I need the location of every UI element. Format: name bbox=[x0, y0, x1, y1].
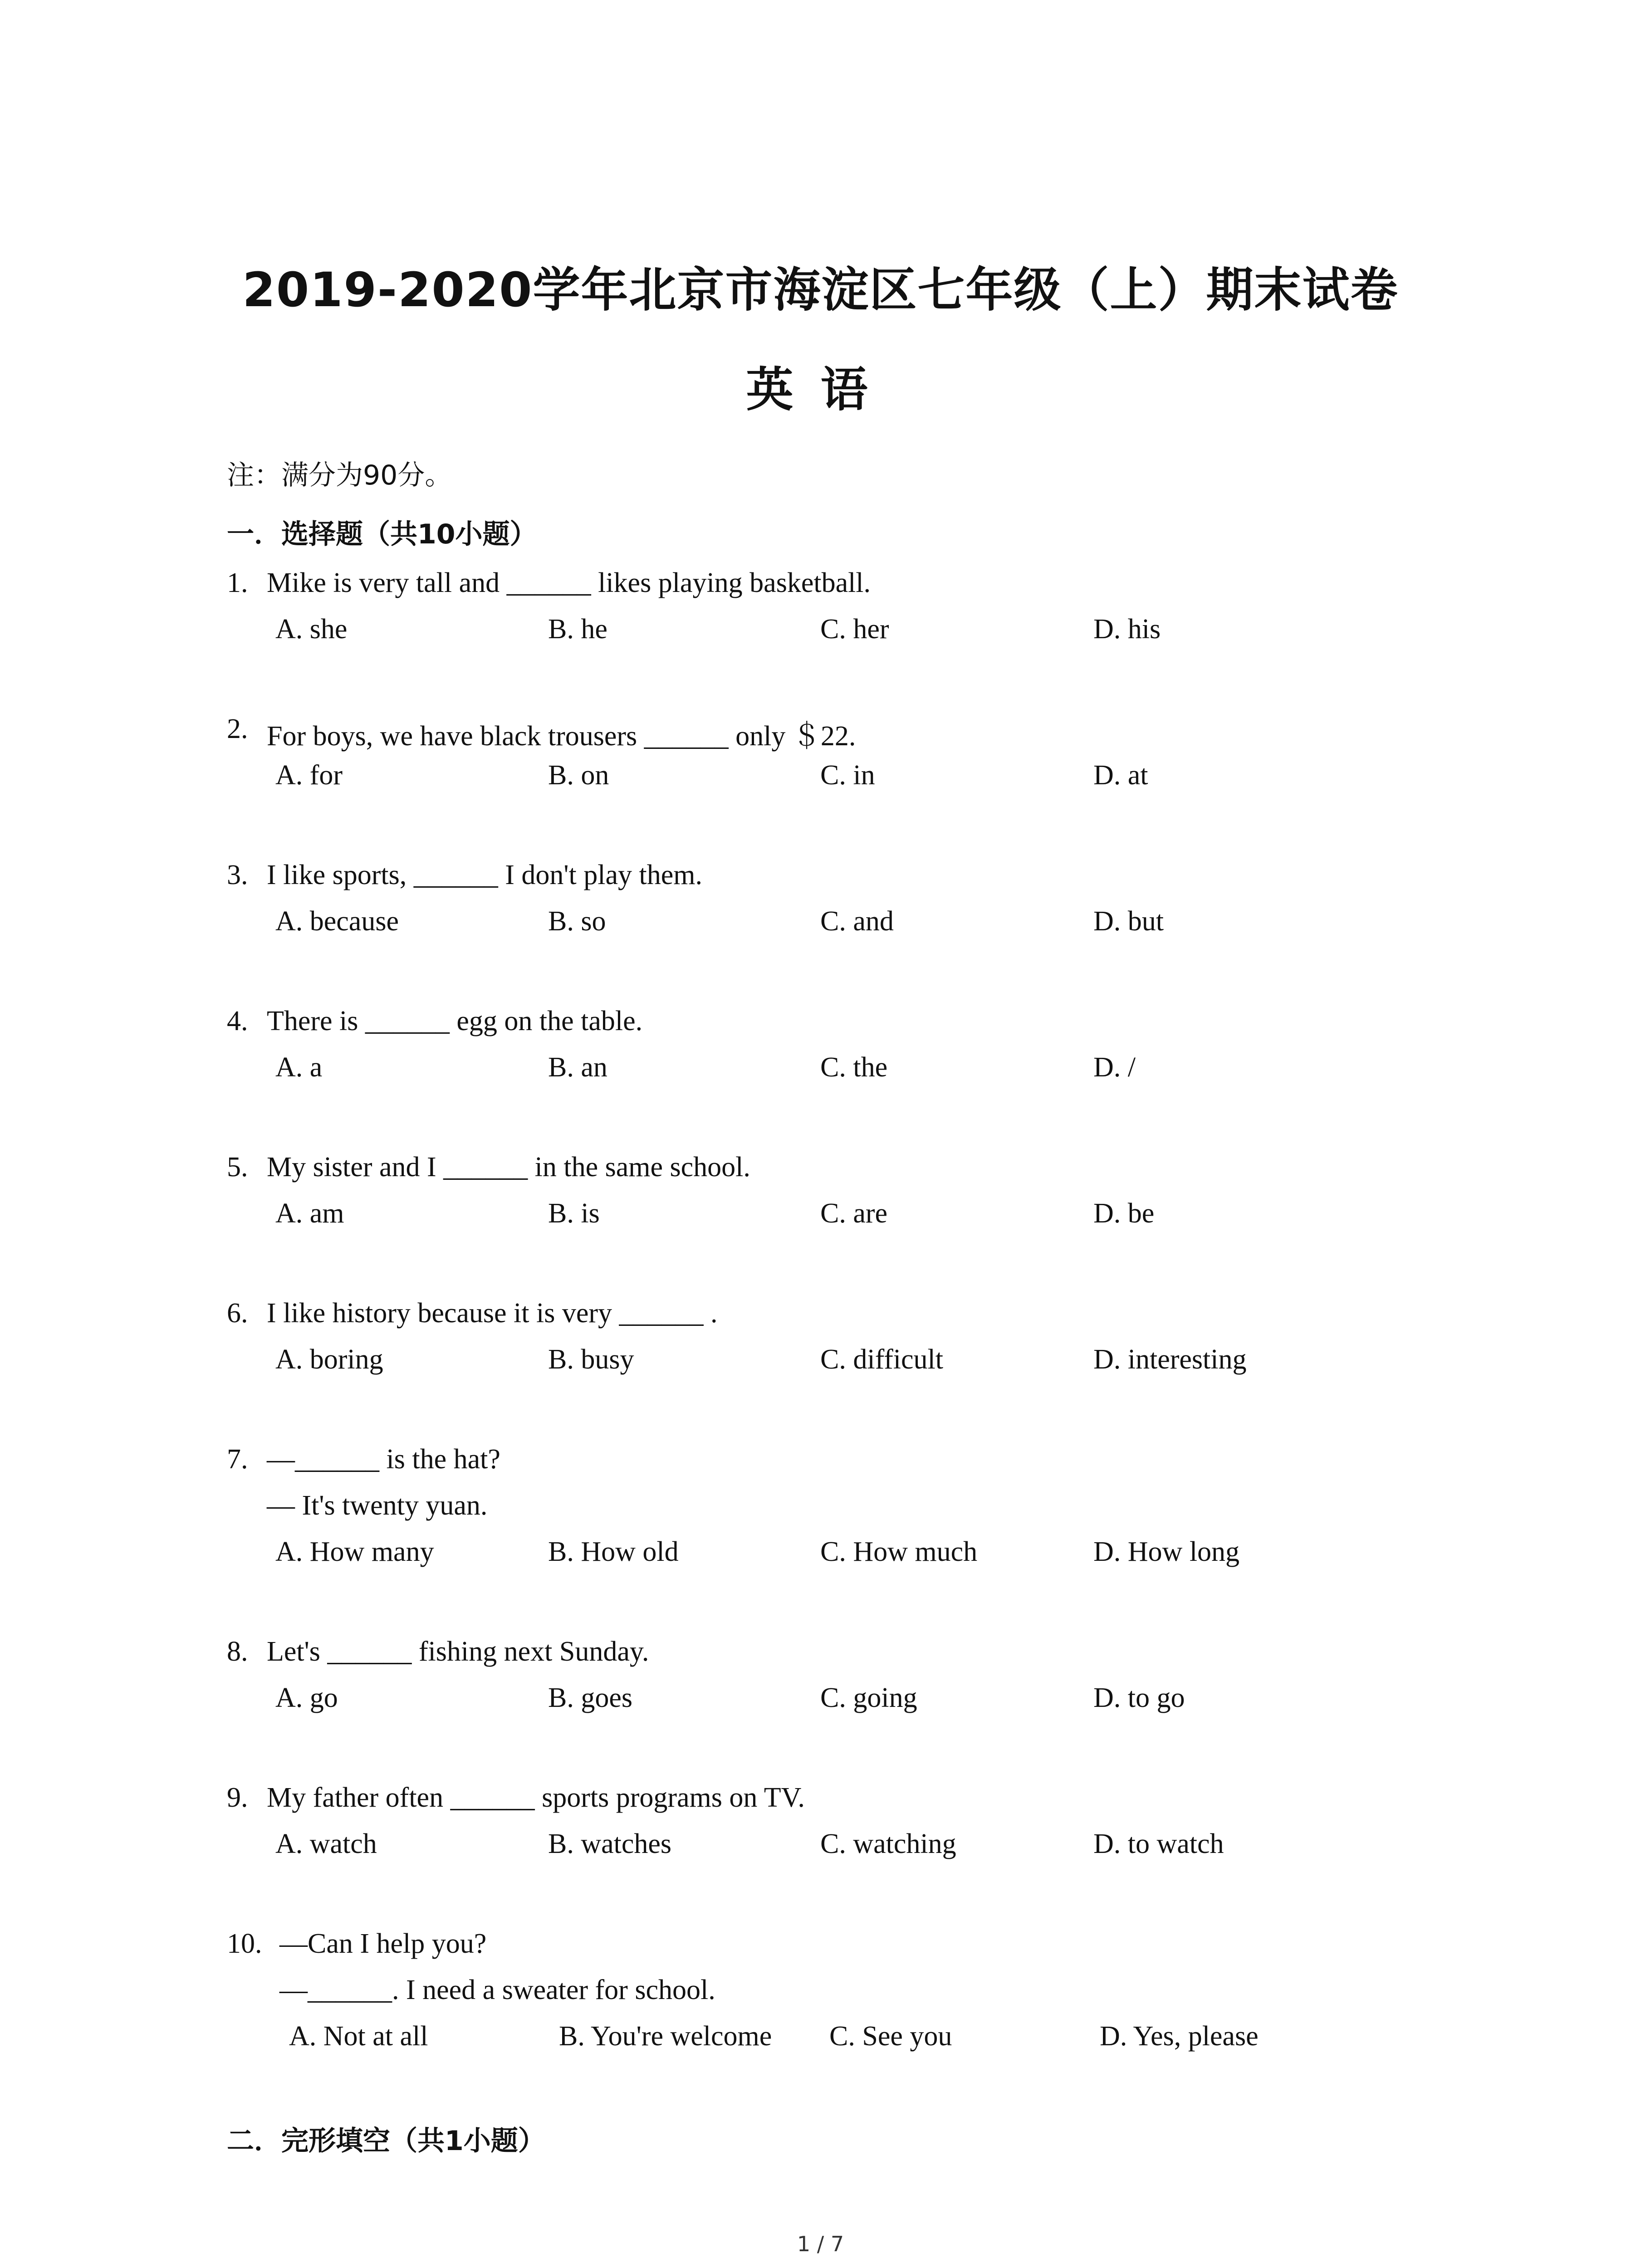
option-d: D. at bbox=[1093, 760, 1148, 791]
option-d: D. interesting bbox=[1093, 1344, 1247, 1375]
question-number: 6. bbox=[227, 1298, 248, 1329]
option-c: C. the bbox=[820, 1052, 888, 1083]
option-b: B. watches bbox=[548, 1828, 672, 1859]
question-stem: My father often ______ sports programs on TV. bbox=[267, 1782, 805, 1813]
score-note: 注：满分为90分。 bbox=[227, 459, 452, 491]
question-stem-reply: —______. I need a sweater for school. bbox=[279, 1975, 715, 2005]
option-a: A. Not at all bbox=[289, 2021, 428, 2052]
option-a: A. go bbox=[275, 1682, 338, 1713]
option-a: A. boring bbox=[275, 1344, 383, 1375]
option-c: C. and bbox=[820, 906, 894, 937]
option-c: C. are bbox=[820, 1198, 888, 1229]
option-a: A. watch bbox=[275, 1828, 377, 1859]
option-d: D. Yes, please bbox=[1100, 2021, 1259, 2052]
question-stem: Mike is very tall and ______ likes playing basketball. bbox=[267, 567, 871, 598]
option-b: B. on bbox=[548, 760, 609, 791]
option-d: D. but bbox=[1093, 906, 1164, 937]
question-number: 2. bbox=[227, 714, 248, 744]
question-stem: —______ is the hat? bbox=[267, 1444, 500, 1475]
question-stem: I like sports, ______ I don't play them. bbox=[267, 860, 703, 890]
section-heading-choice: 一．选择题（共10小题） bbox=[227, 518, 537, 550]
question-stem: My sister and I ______ in the same school. bbox=[267, 1152, 750, 1183]
option-a: A. because bbox=[275, 906, 399, 937]
question-stem: There is ______ egg on the table. bbox=[267, 1006, 643, 1036]
option-d: D. to go bbox=[1093, 1682, 1185, 1713]
question-number: 4. bbox=[227, 1006, 248, 1036]
page-number: 1 / 7 bbox=[797, 2232, 844, 2256]
exam-title: 2019-2020学年北京市海淀区七年级（上）期末试卷 bbox=[242, 262, 1399, 318]
question-stem: For boys, we have black trousers ______ only ＄22. bbox=[267, 721, 856, 752]
option-d: D. to watch bbox=[1093, 1828, 1224, 1859]
question-stem-reply: — It's twenty yuan. bbox=[267, 1490, 488, 1521]
question-stem: —Can I help you? bbox=[279, 1928, 487, 1959]
section-heading-cloze: 二．完形填空（共1小题） bbox=[227, 2125, 545, 2157]
option-b: B. busy bbox=[548, 1344, 634, 1375]
question-number: 9. bbox=[227, 1782, 248, 1813]
option-b: B. You're welcome bbox=[559, 2021, 772, 2052]
option-c: C. difficult bbox=[820, 1344, 943, 1375]
option-d: D. / bbox=[1093, 1052, 1136, 1083]
option-d: D. his bbox=[1093, 614, 1161, 645]
question-number: 5. bbox=[227, 1152, 248, 1183]
option-c: C. going bbox=[820, 1682, 917, 1713]
option-c: C. See you bbox=[829, 2021, 952, 2052]
question-number: 10. bbox=[227, 1928, 262, 1959]
option-a: A. a bbox=[275, 1052, 323, 1083]
option-b: B. so bbox=[548, 906, 606, 937]
option-c: C. watching bbox=[820, 1828, 956, 1859]
question-number: 7. bbox=[227, 1444, 248, 1475]
question-number: 8. bbox=[227, 1636, 248, 1667]
option-b: B. an bbox=[548, 1052, 607, 1083]
option-b: B. he bbox=[548, 614, 607, 645]
question-number: 3. bbox=[227, 860, 248, 890]
option-c: C. in bbox=[820, 760, 875, 791]
question-number: 1. bbox=[227, 567, 248, 598]
option-b: B. How old bbox=[548, 1536, 679, 1567]
option-d: D. How long bbox=[1093, 1536, 1240, 1567]
option-a: A. am bbox=[275, 1198, 344, 1229]
question-stem: I like history because it is very ______ . bbox=[267, 1298, 718, 1329]
option-c: C. How much bbox=[820, 1536, 978, 1567]
question-stem: Let's ______ fishing next Sunday. bbox=[267, 1636, 649, 1667]
option-a: A. for bbox=[275, 760, 343, 791]
option-d: D. be bbox=[1093, 1198, 1155, 1229]
option-a: A. How many bbox=[275, 1536, 434, 1567]
option-b: B. is bbox=[548, 1198, 600, 1229]
option-a: A. she bbox=[275, 614, 348, 645]
exam-subject: 英语 bbox=[746, 362, 895, 417]
option-b: B. goes bbox=[548, 1682, 632, 1713]
option-c: C. her bbox=[820, 614, 889, 645]
